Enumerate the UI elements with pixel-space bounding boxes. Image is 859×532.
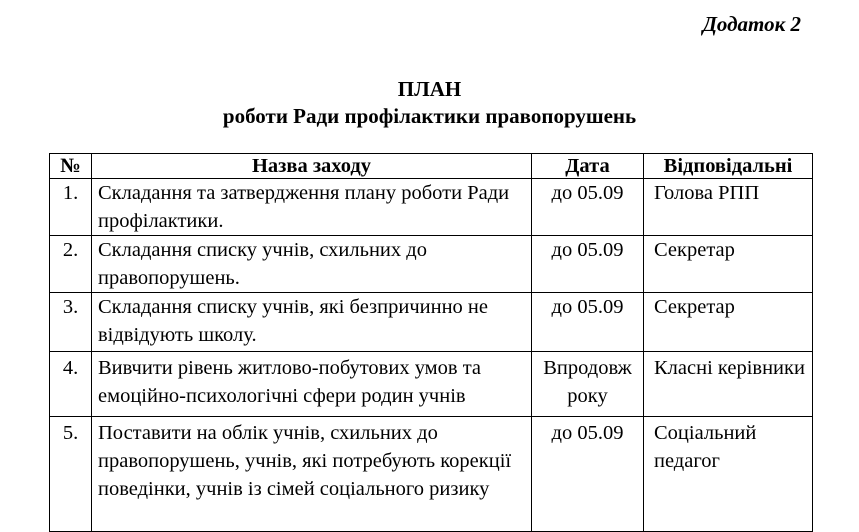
header-date: Дата — [532, 154, 644, 179]
title-subheading: роботи Ради профілактики правопорушень — [222, 104, 637, 128]
title-heading: ПЛАН — [397, 77, 462, 101]
row-date: до 05.09 — [532, 417, 644, 532]
row-number: 3. — [50, 293, 92, 352]
table-row — [50, 236, 813, 293]
row-date: до 05.09 — [532, 179, 644, 236]
row-event-name: Складання списку учнів, схильних до правопорушень. — [92, 236, 532, 293]
table-row — [50, 179, 813, 236]
header-responsible: Відповідальні — [644, 154, 813, 179]
row-date: до 05.09 — [532, 236, 644, 293]
row-responsible: Секретар — [644, 236, 813, 293]
header-event-name: Назва заходу — [92, 154, 532, 179]
row-number: 5. — [50, 417, 92, 532]
header-number: № — [50, 154, 92, 179]
row-number: 1. — [50, 179, 92, 236]
row-responsible: Класні керівники — [644, 352, 813, 417]
table-row — [50, 417, 813, 532]
row-responsible: Соціальний педагог — [644, 417, 813, 532]
row-date: Впродовж року — [532, 352, 644, 417]
row-responsible: Голова РПП — [644, 179, 813, 236]
document-title — [0, 76, 859, 130]
table-row — [50, 352, 813, 417]
row-number: 2. — [50, 236, 92, 293]
row-event-name: Складання та затвердження плану роботи Ради профілактики. — [92, 179, 532, 236]
appendix-label: Додаток 2 — [702, 12, 801, 36]
table-header-row — [50, 154, 813, 179]
row-responsible: Секретар — [644, 293, 813, 352]
row-event-name: Вивчити рівень житлово-побутових умов та емоційно-психологічні сфери родин учнів — [92, 352, 532, 417]
row-number: 4. — [50, 352, 92, 417]
row-date: до 05.09 — [532, 293, 644, 352]
row-event-name: Складання списку учнів, які безпричинно не відвідують школу. — [92, 293, 532, 352]
row-event-name: Поставити на облік учнів, схильних до правопорушень, учнів, які потребують корекції поведінки, учнів із сімей соціального ризику — [92, 417, 532, 532]
plan-table — [49, 153, 813, 532]
table-row — [50, 293, 813, 352]
